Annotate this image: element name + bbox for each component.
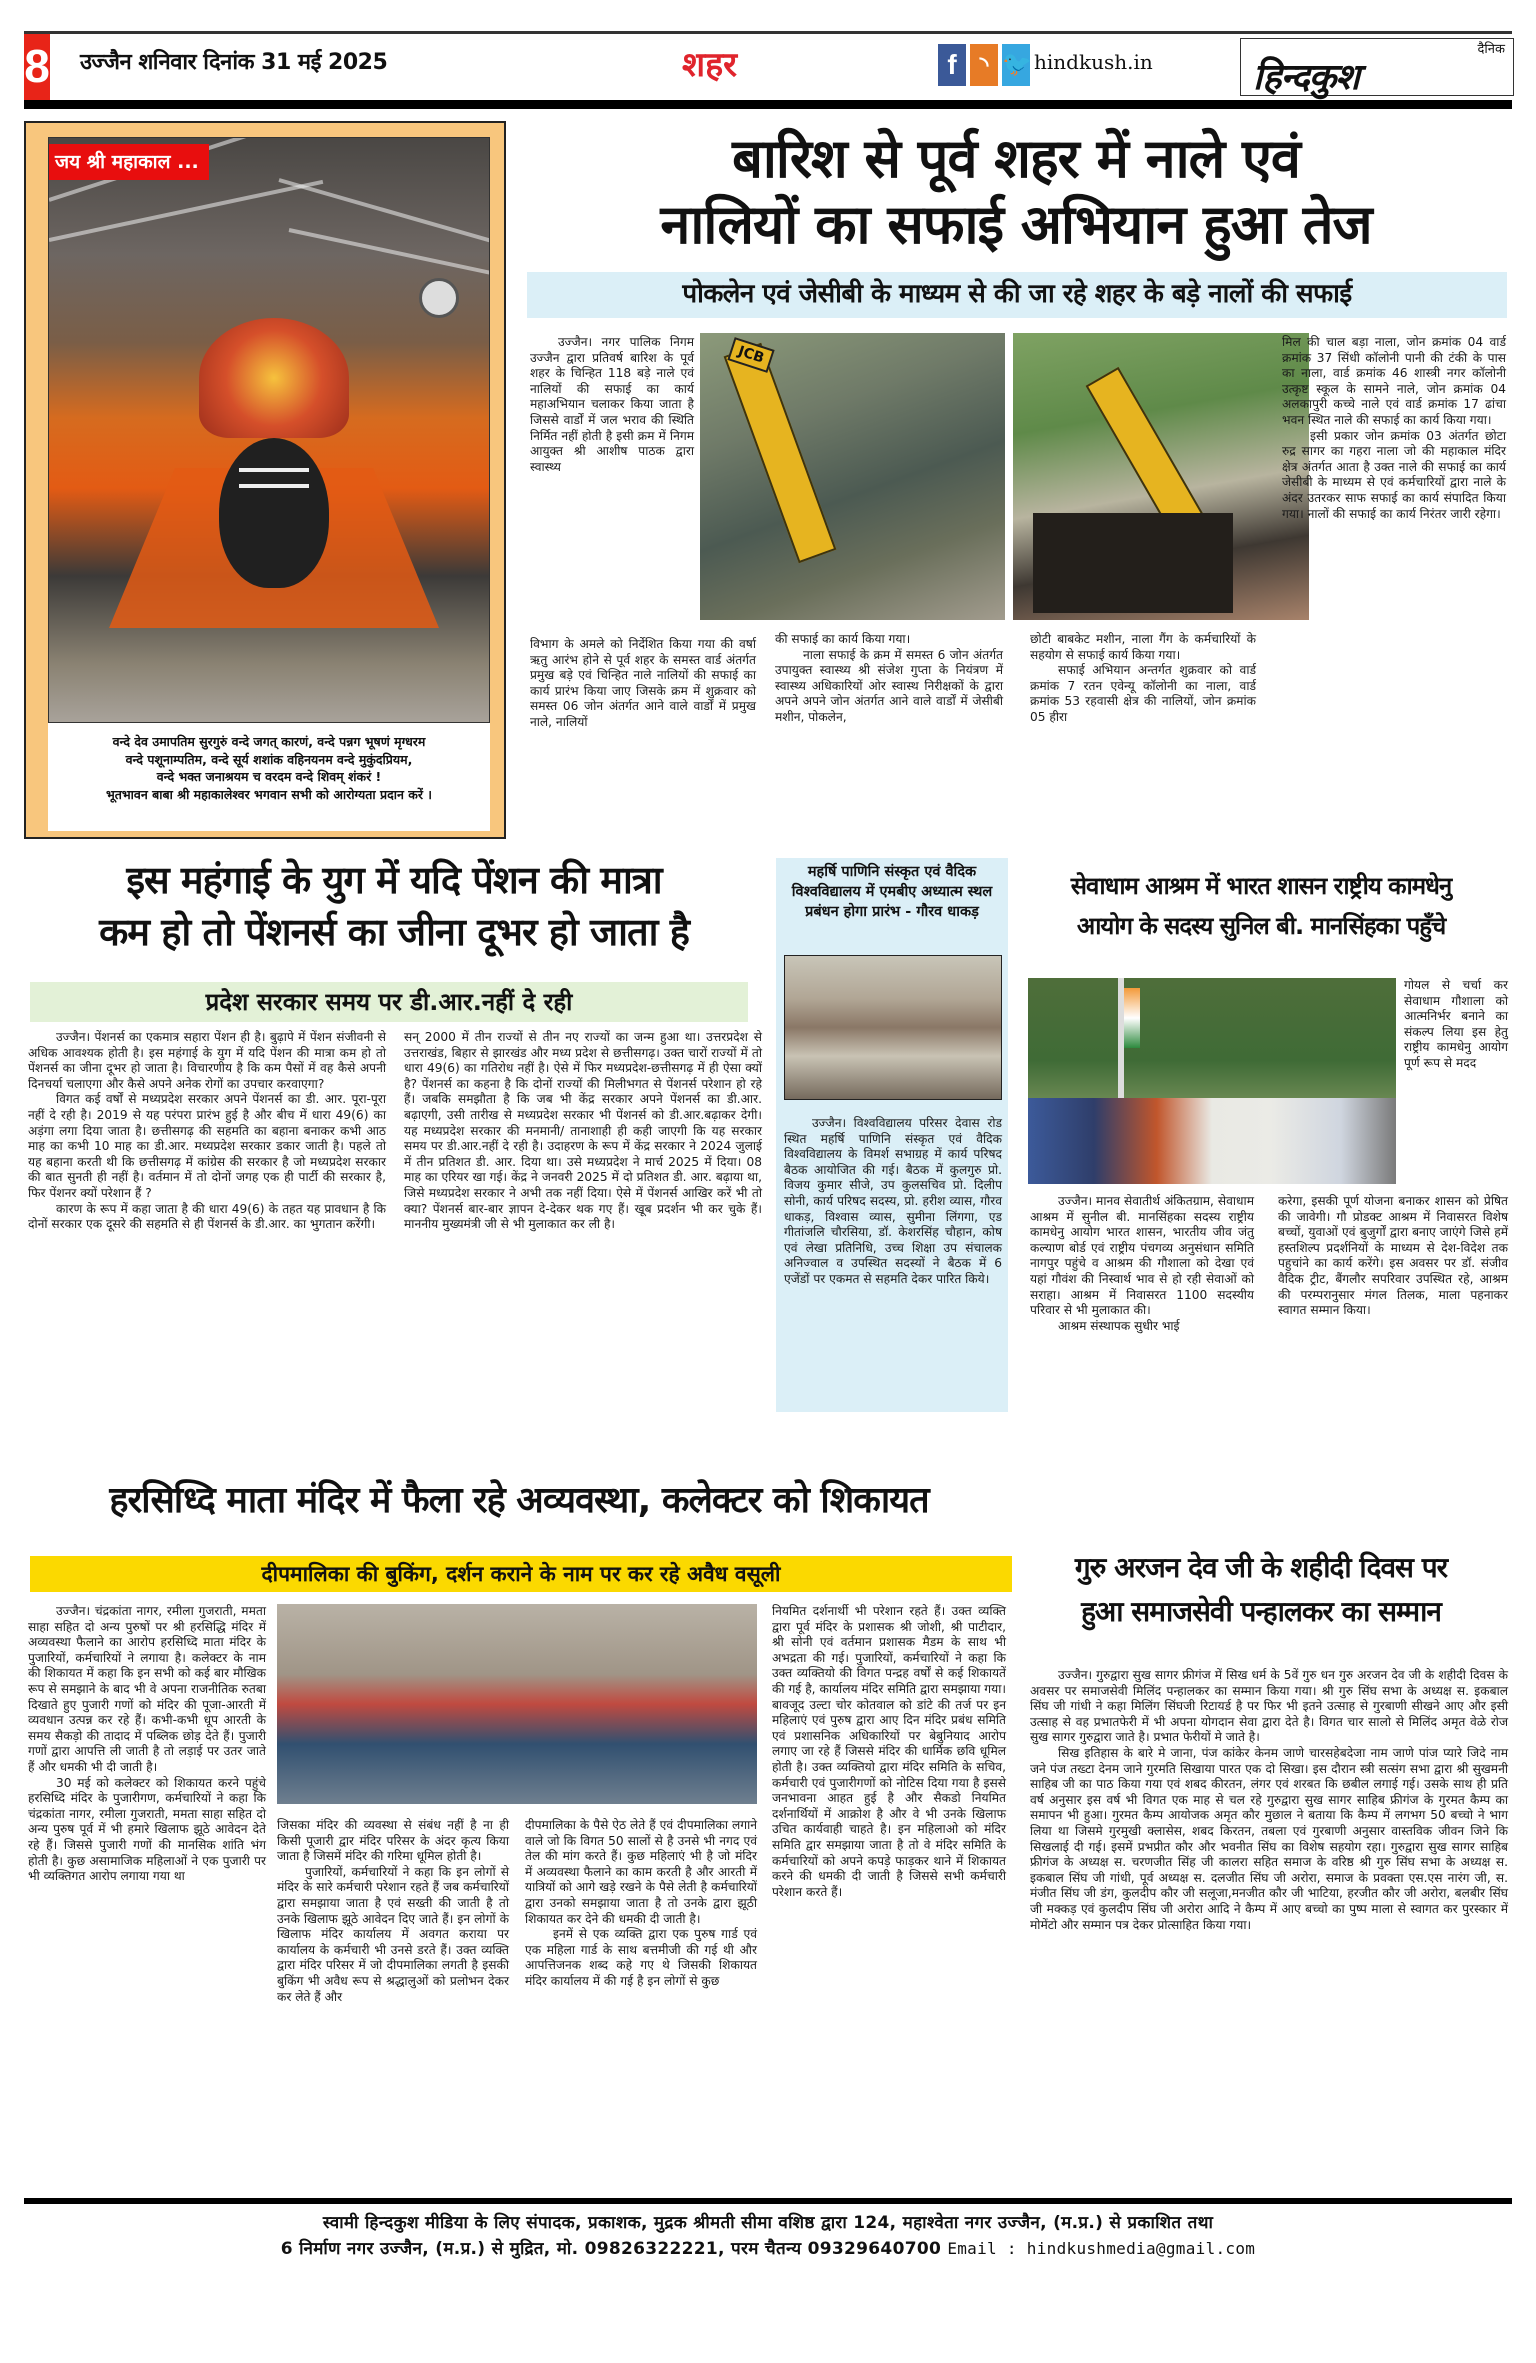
shivling-face [219,438,329,588]
paragraph: जिसका मंदिर की व्यवस्था से संबंध नहीं है ना ही किसी पूजारी द्वार मंदिर परिसर के अंदर कृत्य किया जाता है जिसमें मंदिर की गरिमा धूमिल होती है। [277,1818,509,1864]
headline-line: इस महंगाई के युग में यदि पेंशन की मात्रा [126,858,662,902]
logo-wordmark: हिन्दकुश [1253,57,1359,98]
paragraph: सिख इतिहास के बारे मे जाना, पंज कांकेर केनम जाणे चारसहेबदेजा नाम जाणे पांज प्यारे जिदे नाम जने पंज तख्टा देनम जाने गुरमति सिखाया पारत एक दो सिखा। इस दौरान स्त्री सत्संग सभा द्वारा श्री सुखमनी साहिब जी का पाठ किया गया एवं शबद कीरतन, लंगर एवं शरबत कि छबील लगाई गई। उसके साथ ही प्रति वर्ष अनुसार इस वर्ष भी विगत एक माह से चल रहे गुरुद्वारा सुख सागर साहिब फ्रीगंज के गुरमत कैम्प का समापन भी हुआ। गुरमत कैम्प आयोजक अमृत कौर मुछाल ने बताया कि कैम्प में लगभग 50 बच्चो ने भाग लिया था जिसमे गुरमुखी क्लासेस, शबद किरतन, तबला एवं गुरबाणी अनुसार वास्तविक जीवन जिने कि सिखलाई दी गई। इसमें प्रभप्रीत कौर और भवनीत सिंघ का विशेष सहयोग रहा। गुरुद्वारा सुख सागर साहिब फ्रीगंज के अध्यक्ष स. चरणजीत सिंह जी कालरा सहित समाज के वरिष्ठ श्री गुरु सिंघ सभा के अध्यक्ष स. इकबाल सिंघ जी गांधी, पूर्व अध्यक्ष स. दलजीत सिंघ जी अरोरा, समाज के प्रवक्ता एस.एस नारंग जी, स. मंजीत सिंघ जी डंग, कुलदीप कौर जी सलूजा,मनजीत कौर जी भाटिया, हरजीत कौर जी अरोरा, बलबीर सिंघ जी मक्कड़ एवं कुलदीप सिंघ जी अरोरा आदि ने कैम्प में आए बच्चो का पुष्प माला से स्वागत कर पुरस्कार में मोमेंटो और सम्मान पत्र देकर प्रोत्साहित किया गया। [1030,1745,1508,1932]
mantra-line: वन्दे देव उमापतिम सुरगुरुं वन्दे जगत् कारणं, वन्दे पन्नग भूषणं मृग्धरम [112,734,426,749]
logo-tagline: दैनिक [1477,42,1505,57]
footer-divider [24,2198,1512,2204]
guru-body [1030,1668,1508,1933]
subheadline-drain-cleaning: पोकलेन एवं जेसीबी के माध्यम से की जा रहे शहर के बड़े नालों की सफाई [527,272,1507,318]
mantra-line: वन्दे पशूनाम्पतिम, वन्दे सूर्य शशांक वहिनयनम वन्दे मुकुंदप्रियम, [125,751,413,767]
drain-column-4 [1282,335,1506,522]
tripund-tilak [239,468,309,488]
paragraph: सन् 2000 में तीन राज्यों से तीन नए राज्यों का जन्म हुआ था। उत्तरप्रदेश से उत्तराखंड, बिहार से झारखंड और मध्य प्रदेश से छत्तीसगढ़। उक्त चारों राज्यों में तो धारा 49(6) का गतिरोध नहीं है। ऐसे में फिर मध्यप्रदेश-छत्तीसगढ़ में ही ऐसा क्यों है? पेंशनर्स का कहना है कि दोनों राज्यों की मिलीभगत से पेंशनर्स परेशान हो रहे हैं। जबकि समझौता है कि जब भी केंद्र सरकार अपने पेंशनर्स का डी.आर. बढ़ाएगी, उसी तारीख से मध्यप्रदेश सरकार भी पेंशनर्स को डी.आर.बढ़ाकर देगी। यह मध्यप्रदेश सरकार की मनमानी/ तानाशाही ही कही जाएगी कि यह सरकार समय पर डी.आर.नहीं दे रही है। उदाहरण के रूप में केंद्र सरकार ने 2024 जुलाई में तीन प्रतिशत डी. आर. दिया था। उसे मध्यप्रदेश ने मार्च 2025 में दिया। 08 माह का एरियर खा गई। केंद्र ने जनवरी 2025 में दो प्रतिशत डी. आर. बढ़ाया था, जिसे मध्यप्रदेश सरकार ने अभी तक नहीं दिया। ऐसे में पेंशनर्स आखिर करें भी तो क्या? पेंशनर्स बार-बार ज्ञापन दे-देकर थक गए हैं। खूब प्रदर्शन भी कर चुके हैं। माननीय मुख्यमंत्री जी से भी मुलाकात कर ली है। [404,1030,762,1232]
flower-crown [199,318,349,438]
sevadham-side-column [1404,978,1508,1072]
jcb-logo: JCB [727,337,775,373]
imprint-email[interactable]: Email : hindkushmedia@gmail.com [947,2239,1256,2258]
jcb-drain-photo-2 [1013,333,1309,620]
mahakal-shringar-photo [48,137,490,723]
paragraph: उज्जैन। मानव सेवातीर्थ अंकितग्राम, सेवाधाम आश्रम में सुनील बी. मानसिंहका सदस्य राष्ट्रीय कामधेनु आयोग भारत शासन, भारतीय जीव जंतु कल्याण बोर्ड एवं राष्ट्रीय पंचगव्य अनुसंधान समिति नागपुर पहुंचे व आश्रम की गौशाला को देखा एवं यहां गौवंश की निस्वार्थ भाव से हो रही सेवाओं को सराहा। आश्रम में निवासरत 1100 सदस्यीय परिवार से भी मुलाकात की। [1030,1194,1254,1318]
priests-group-photo [277,1604,757,1804]
sevadham-column-1 [1030,1194,1254,1334]
imprint-line-2 [24,2236,1512,2259]
drain-column-2 [775,632,1003,726]
headline-line: कम हो तो पेंशनर्स का जीना दूभर हो जाता है [99,910,689,954]
headline-guru-arjan-dev [1016,1546,1506,1634]
sevadham-column-2 [1278,1194,1508,1319]
paragraph: उज्जैन। पेंशनर्स का एकमात्र सहारा पेंशन ही है। बुढ़ापे में पेंशन संजीवनी से अधिक आवश्यक होती है। इस महंगाई के युग में यदि पेंशन की मात्रा कम हो तो पेंशनर्स का जीना दूभर हो जाता है। विचारणीय है कि कम पैसों में वह कैसे अपनी दिनचर्या चलाएगा और कैसे अपने अनेक रोगों का उपचार करवाएगा? [28,1030,386,1091]
paragraph: पुजारियों, कर्मचारियों ने कहा कि इन लोगों से मंदिर के सारे कर्मचारी परेशान रहते हैं जब कर्मचारियों द्वारा समझाया जाता है एवं सख्ती की जाती है तो उनके खिलाफ झूठे आवेदन दिए जाते हैं। इन लोगों के खिलाफ मंदिर कार्यालय में अवगत कराया पर कार्यालय के कर्मचारी भी उनसे डरते हैं। उक्त व्यक्ति द्वारा मंदिर परिसर में जो दीपमालिका लगती है इसकी बुकिंग भी अवैध रूप से श्रद्धालुओं को प्रलोभन देकर कर लेते हैं और [277,1864,509,2004]
sevadham-group-photo [1028,978,1396,1184]
paragraph: उज्जैन। चंद्रकांता नागर, रमीला गुजराती, ममता साहा सहित दो अन्य पुरुषों पर श्री हरसिद्धि मंदिर में अव्यवस्था फैलाने का आरोप हरसिध्दि माता मंदिर के पुजारियों, कर्मचारियों ने लगाया है। कलेक्टर के नाम की शिकायत में कहा कि इन सभी को कई बार मौखिक रूप से समझाने के बाद भी वे अपना राजनीतिक रुतबा दिखाते हुए पुजारी गणों को मंदिर की पूजा-आरती में व्यवधान उत्पन्न कर रहे हैं। कभी-कभी धूप आरती के समय सैकड़ो की तादाद में पब्लिक छोड़ देते हैं। पुजारी गणों द्वारा आपत्ति ली जाती है तो लड़ाई पर उतर जाते हैं और धमकी भी दी जाती है। [28,1604,266,1774]
paragraph: छोटी बाबकेट मशीन, नाला गैंग के कर्मचारियों के सहयोग से सफाई कार्य किया गया। [1030,632,1256,662]
dateline: उज्जैन शनिवार दिनांक 31 मई 2025 [80,50,388,75]
paragraph: नाला सफाई के क्रम में समस्त 6 जोन अंतर्गत उपायुक्त स्वास्थ्य श्री संजेश गुप्ता के नियंत्रण में स्वास्थ्य अधिकारियों ओर स्वास्थ निरीक्षकों के द्वारा अपने अपने जोन अंतर्गत आने वाले वार्डों में जेसीबी मशीन, पोकलेन, [775,647,1003,724]
harsiddhi-column-3 [525,1818,757,1990]
open-drain [1033,513,1233,613]
mantra-line: वन्दे भक्त जनाश्रयम च वरदम वन्दे शिवम् शंकरं ! [156,769,382,784]
mantra-text [48,723,490,831]
subheadline-harsiddhi: दीपमालिका की बुकिंग, दर्शन कराने के नाम पर कर रहे अवैध वसूली [30,1556,1012,1592]
facebook-icon[interactable]: f [938,44,966,86]
headline-pension [24,854,764,958]
paragraph: उज्जैन। विश्वविद्यालय परिसर देवास रोड स्थित महर्षि पाणिनि संस्कृत एवं वैदिक विश्वविद्यालय के विमर्श सभाग्रह में कार्य परिषद बैठक आयोजित की गई। बैठक में कुलगुरु प्रो. विजय कुमार सीजे, उप कुलसचिव प्रो. दिलीप सोनी, कार्य परिषद सदस्य, प्रो. हरीश व्यास, गौरव धाकड़, विश्वास व्यास, सुमीना लिंगगा, एड गीतांजलि चौरसिया, डॉ. केशरसिंह चौहान, कोष एवं लेखा प्रतिनिधि, उच्च शिक्षा उप संचालक अनिज्वाल व उपस्थित सदस्यों ने बैठक में 6 एजेंडों पर एकमत से सहमति देकर पारित किये। [784,1116,1002,1286]
jcb-drain-photo-1 [700,333,1005,620]
paragraph: की सफाई का कार्य किया गया। [775,632,911,646]
headline-line: हुआ समाजसेवी पन्हालकर का सम्मान [1081,1595,1441,1628]
harsiddhi-column-1 [28,1604,266,1885]
paragraph: मिल की चाल बड़ा नाला, जोन क्रमांक 04 वार्ड क्रमांक 37 सिंधी कॉलोनी पानी की टंकी के पास का नाला, वार्ड क्रमांक 46 शास्त्री नगर कॉलोनी उत्कृष्ट स्कूल के सामने नाले, जोन क्रमांक 04 अलकापुरी कच्चे नाले एवं वार्ड क्रमांक 17 ढांचा भवन स्थित नाले की सफाई का कार्य किया गया। [1282,335,1506,427]
university-body [784,1116,1002,1288]
headline-harsiddhi: हरसिध्दि माता मंदिर में फैला रहे अव्यवस्था, कलेक्टर को शिकायत [109,1480,929,1521]
drain-column-1-bottom [530,637,756,731]
paragraph: 30 मई को कलेक्टर को शिकायत करने पहुंचे हरसिध्दि मंदिर के पुजारीगण, कर्मचारियों ने कहा कि चंद्रकांता नागर, रमीला गुजराती, ममता साहा सहित दो अन्य पुरुष पूर्व में भी हमारे खिलाफ झूठे आवेदन देते रहे हैं। जिससे पुजारी गणों की मानसिक शांति भंग होती है। कुछ असामाजिक महिलाओं ने एक पुजारी पर भी व्यक्तिगत आरोप लगाया गया था [28,1775,266,1884]
imprint-address: 6 निर्माण नगर उज्जैन, (म.प्र.) से मुद्रित, मो. 09826322221, परम चैतन्य 09329640700 [280,2239,942,2259]
headline-sevadham [1016,866,1506,946]
headline-line: गुरु अरजन देव जी के शहीदी दिवस पर [1074,1551,1448,1584]
pension-column-1 [28,1030,386,1233]
section-title: शहर [682,45,738,85]
paragraph: कारण के रूप में कहा जाता है की धारा 49(6) के तहत यह प्रावधान है कि दोनों सरकार एक दूसरे की सहमति से ही पेंशनर्स के डी.आर. का भुगतान करेंगी। [28,1201,386,1232]
headline-line: आयोग के सदस्य सुनिल बी. मानसिंहका पहुँचे [1076,912,1446,940]
paragraph: उज्जैन। गुरुद्वारा सुख सागर फ्रीगंज में सिख धर्म के 5वें गुरु धन गुरु अरजन देव जी के शहीदी दिवस के अवसर पर समाजसेवी मिलिंद पन्हालकर का सम्मान किया गया। श्री गुरु सिंघ सभा के अध्यक्ष स. इकबाल सिंघ जी गांधी ने कहा मिलिंग सिंघजी रिटायर्ड है पर फिर भी इतने उत्साह से गुरबाणी सीखने आए और इसी उत्साह से वह प्रभातफेरी में भी अपना योगदान सेवा द्वारा देते है। विगत चार सालो से मिलिंद अमृत वेळे रोज सुख सागर गुरुद्वारा जाते है। प्रभात फेरीयों मे जाते है। [1030,1668,1508,1745]
website-link[interactable]: hindkush.in [1034,50,1153,74]
subheadline-pension: प्रदेश सरकार समय पर डी.आर.नहीं दे रही [30,982,748,1022]
headline-line: नालियों का सफाई अभियान हुआ तेज [660,193,1372,256]
paragraph: विगत कई वर्षों से मध्यप्रदेश सरकार अपने पेंशनर्स का डी. आर. पूरा-पूरा नहीं दे रही है। 2019 से यह परंपरा प्रारंभ हुई है और बीच में धारा 49(6) का अड़ंगा लगा दिया जाता है। छत्तीसगढ़ की सहमति का बहाना बनाकर कभी आठ माह का कभी 10 माह का डी.आर. मध्यप्रदेश सरकार डकार जाती है। पहले तो यह बहाना करती थी कि छत्तीसगढ़ में कांग्रेस की सरकार है जो मध्यप्रदेश सरकार की बात सुनती ही नहीं है। वर्तमान में तो दोनों जगह एक ही पार्टी की सरकार है, फिर पेंशनर क्यों परेशान हैं ? [28,1092,386,1200]
meeting-photo [784,955,1002,1100]
masthead [24,31,1512,109]
page-number: 8 [24,34,50,100]
imprint-line-1: स्वामी हिन्दकुश मीडिया के लिए संपादक, प्रकाशक, मुद्रक श्रीमती सीमा वशिष्ठ द्वारा 124, महाश्वेता नगर उज्जैन, (म.प्र.) से प्रकाशित तथा [322,2213,1214,2233]
headline-drain-cleaning [520,126,1512,258]
indian-flag [1124,988,1140,1048]
mahakal-feature-box [24,121,506,839]
paragraph: उज्जैन। नगर पालिक निगम उज्जैन द्वारा प्रतिवर्ष बारिश के पूर्व शहर के चिन्हित 118 बड़े नाले एवं नालियों की सफाई का कार्य महाअभियान चलाकर किया जाता है जिससे वार्डों में जल भराव की स्थिति निर्मित नहीं होती है इसी क्रम में निगम आयुक्त श्री आशीष पाठक द्वारा स्वास्थ्य [530,335,694,474]
headline-line: सेवाधाम आश्रम में भारत शासन राष्ट्रीय कामधेनु [1070,872,1452,900]
paragraph: दीपमालिका के पैसे ऐठ लेते हैं एवं दीपमालिका लगाने वाले जो कि विगत 50 सालों से है उनसे भी नगद एवं तेल की मांग करते हैं। कुछ महिलाएं भी है जो मंदिर में अव्यवस्था फैलाने का काम करती है और आरती में यात्रियों को आगे खड़े रखने के पैसे लेती है कर्मचारियों द्वारा उनको समझाया जाता है तो उनके द्वारा झूठी शिकायत कर देने की धमकी दी जाती है। [525,1818,757,1926]
drain-column-1-top [530,335,694,475]
headline-line: बारिश से पूर्व शहर में नाले एवं [732,127,1300,190]
mantra-line: भूतभावन बाबा श्री महाकालेश्वर भगवान सभी को आरोग्यता प्रदान करें । [105,786,433,802]
pension-column-2 [404,1030,762,1233]
rss-icon[interactable]: ◝ [970,44,998,86]
paragraph: नियमित दर्शनार्थी भी परेशान रहते हैं। उक्त व्यक्ति द्वारा पूर्व मंदिर के प्रशासक श्री जोशी, श्री पाटीदार, श्री सोनी एवं वर्तमान प्रशासक मैडम के साथ भी अभद्रता की गई। पुजारियों, कर्मचारियों ने कहा कि उक्त व्यक्तियो की विगत पन्द्रह वर्षों से कई शिकायतें की गई है, कार्यालय मंदिर समिति द्वारा समझाया गया। बावजूद उल्टा चोर कोतवाल को डांटे की तर्ज पर इन महिलाएं एवं पुरुष द्वारा आए दिन मंदिर प्रबंध समिति एवं प्रशासनिक अधिकारियों पर बेबुनियाद आरोप लगाए जा रहे हैं जिससे मंदिर की धार्मिक छवि धूमिल होती है। उक्त व्यक्तियो द्वारा मंदिर समिति के सचिव, कर्मचारी एवं पुजारीगणों को नोटिस दिया गया है इससे जनभावना आहत हुई है और सैकडो नियमित दर्शनार्थियों में आक्रोश है और वे भी उनके खिलाफ उचित कार्यवाही चाहते है। इन महिलाओ को मंदिर समिति द्वार समझाया जाता है तो वे मंदिर समिति के कर्मचारियों को अपने कपड़े फाड़कर थाने में शिकायत करने की धमकी दी जाती है जिससे सभी कर्मचारी परेशान करते हैं। [772,1604,1006,1899]
paragraph: विभाग के अमले को निर्देशित किया गया की वर्षा ऋतु आरंभ होने से पूर्व शहर के समस्त वार्ड अंतर्गत प्रमुख बड़े एवं चिन्हित नाले नालियों की सफाई का कार्य प्रारंभ किया जाए जिसके क्रम में शुक्रवार को समस्त 06 जोन अंतर्गत आने वाले वार्डों में प्रमुख नाले, नालियों [530,637,756,729]
jai-mahakal-label: जय श्री महाकाल ... [49,144,209,180]
harsiddhi-column-4 [772,1604,1006,1900]
paragraph: गोयल से चर्चा कर सेवाधाम गौशाला को आत्मनिर्भर बनाने का संकल्प लिया इस हेतु राष्ट्रीय कामधेनु आयोग पूर्ण रूप से मदद [1404,978,1508,1070]
paragraph: इनमें से एक व्यक्ति द्वारा एक पुरुष गार्ड एवं एक महिला गार्ड के साथ बत्तमीजी की गई थी और आपत्तिजनक शब्द कहे गए थे जिसकी शिकायत मंदिर कार्यालय में की गई है इन लोगों से कुछ [525,1927,757,1988]
harsiddhi-column-2 [277,1818,509,2005]
drain-column-3 [1030,632,1256,726]
paragraph: करेगा, इसकी पूर्ण योजना बनाकर शासन को प्रेषित की जावेगी। गौ प्रोडक्ट आश्रम में निवासरत विशेष बच्चों, युवाओं एवं बुजुर्गों द्वारा बनाए जाएंगे जिसे हमें हस्तशिल्प प्रदर्शनियों के माध्यम से देश-विदेश तक पहुचांने का कार्य करेंगे। इस अवसर पर डॉ. संजीव वैदिक ट्रीट, बैंगलौर सपरिवार उपस्थित रहे, आश्रम की परम्परानुसार मंगल तिलक, माला पहनाकर स्वागत सम्मान किया। [1278,1194,1508,1318]
paragraph: सफाई अभियान अन्तर्गत शुक्रवार को वार्ड क्रमांक 7 रतन एवेन्यू कॉलोनी का नाला, वार्ड क्रमांक 53 रहवासी क्षेत्र की नालियों, जोन क्रमांक 05 हीरा [1030,663,1256,724]
twitter-icon[interactable]: 🐦 [1002,44,1030,86]
headline-university: महर्षि पाणिनि संस्कृत एवं वैदिक विश्वविद्यालय में एमबीए अध्यात्म स्थल प्रबंधन होगा प्रारंभ - गौरव धाकड़ [791,864,993,920]
clock-icon [419,278,459,318]
people-group [1028,1098,1396,1184]
newspaper-logo [1240,38,1514,96]
paragraph: इसी प्रकार जोन क्रमांक 03 अंतर्गत छोटा रुद्र सागर का गहरा नाला जो की महाकाल मंदिर क्षेत्र अंतर्गत आता है उक्त नाले की सफाई का कार्य जेसीबी के माध्यम से एवं कर्मचारियों द्वारा नाले के अंदर उतरकर साफ सफाई का कार्य संपादित किया गया। नालों की सफाई का कार्य निरंतर जारी रहेगा। [1282,428,1506,521]
university-story-box [776,858,1008,1412]
paragraph: आश्रम संस्थापक सुधीर भाई [1058,1318,1180,1333]
